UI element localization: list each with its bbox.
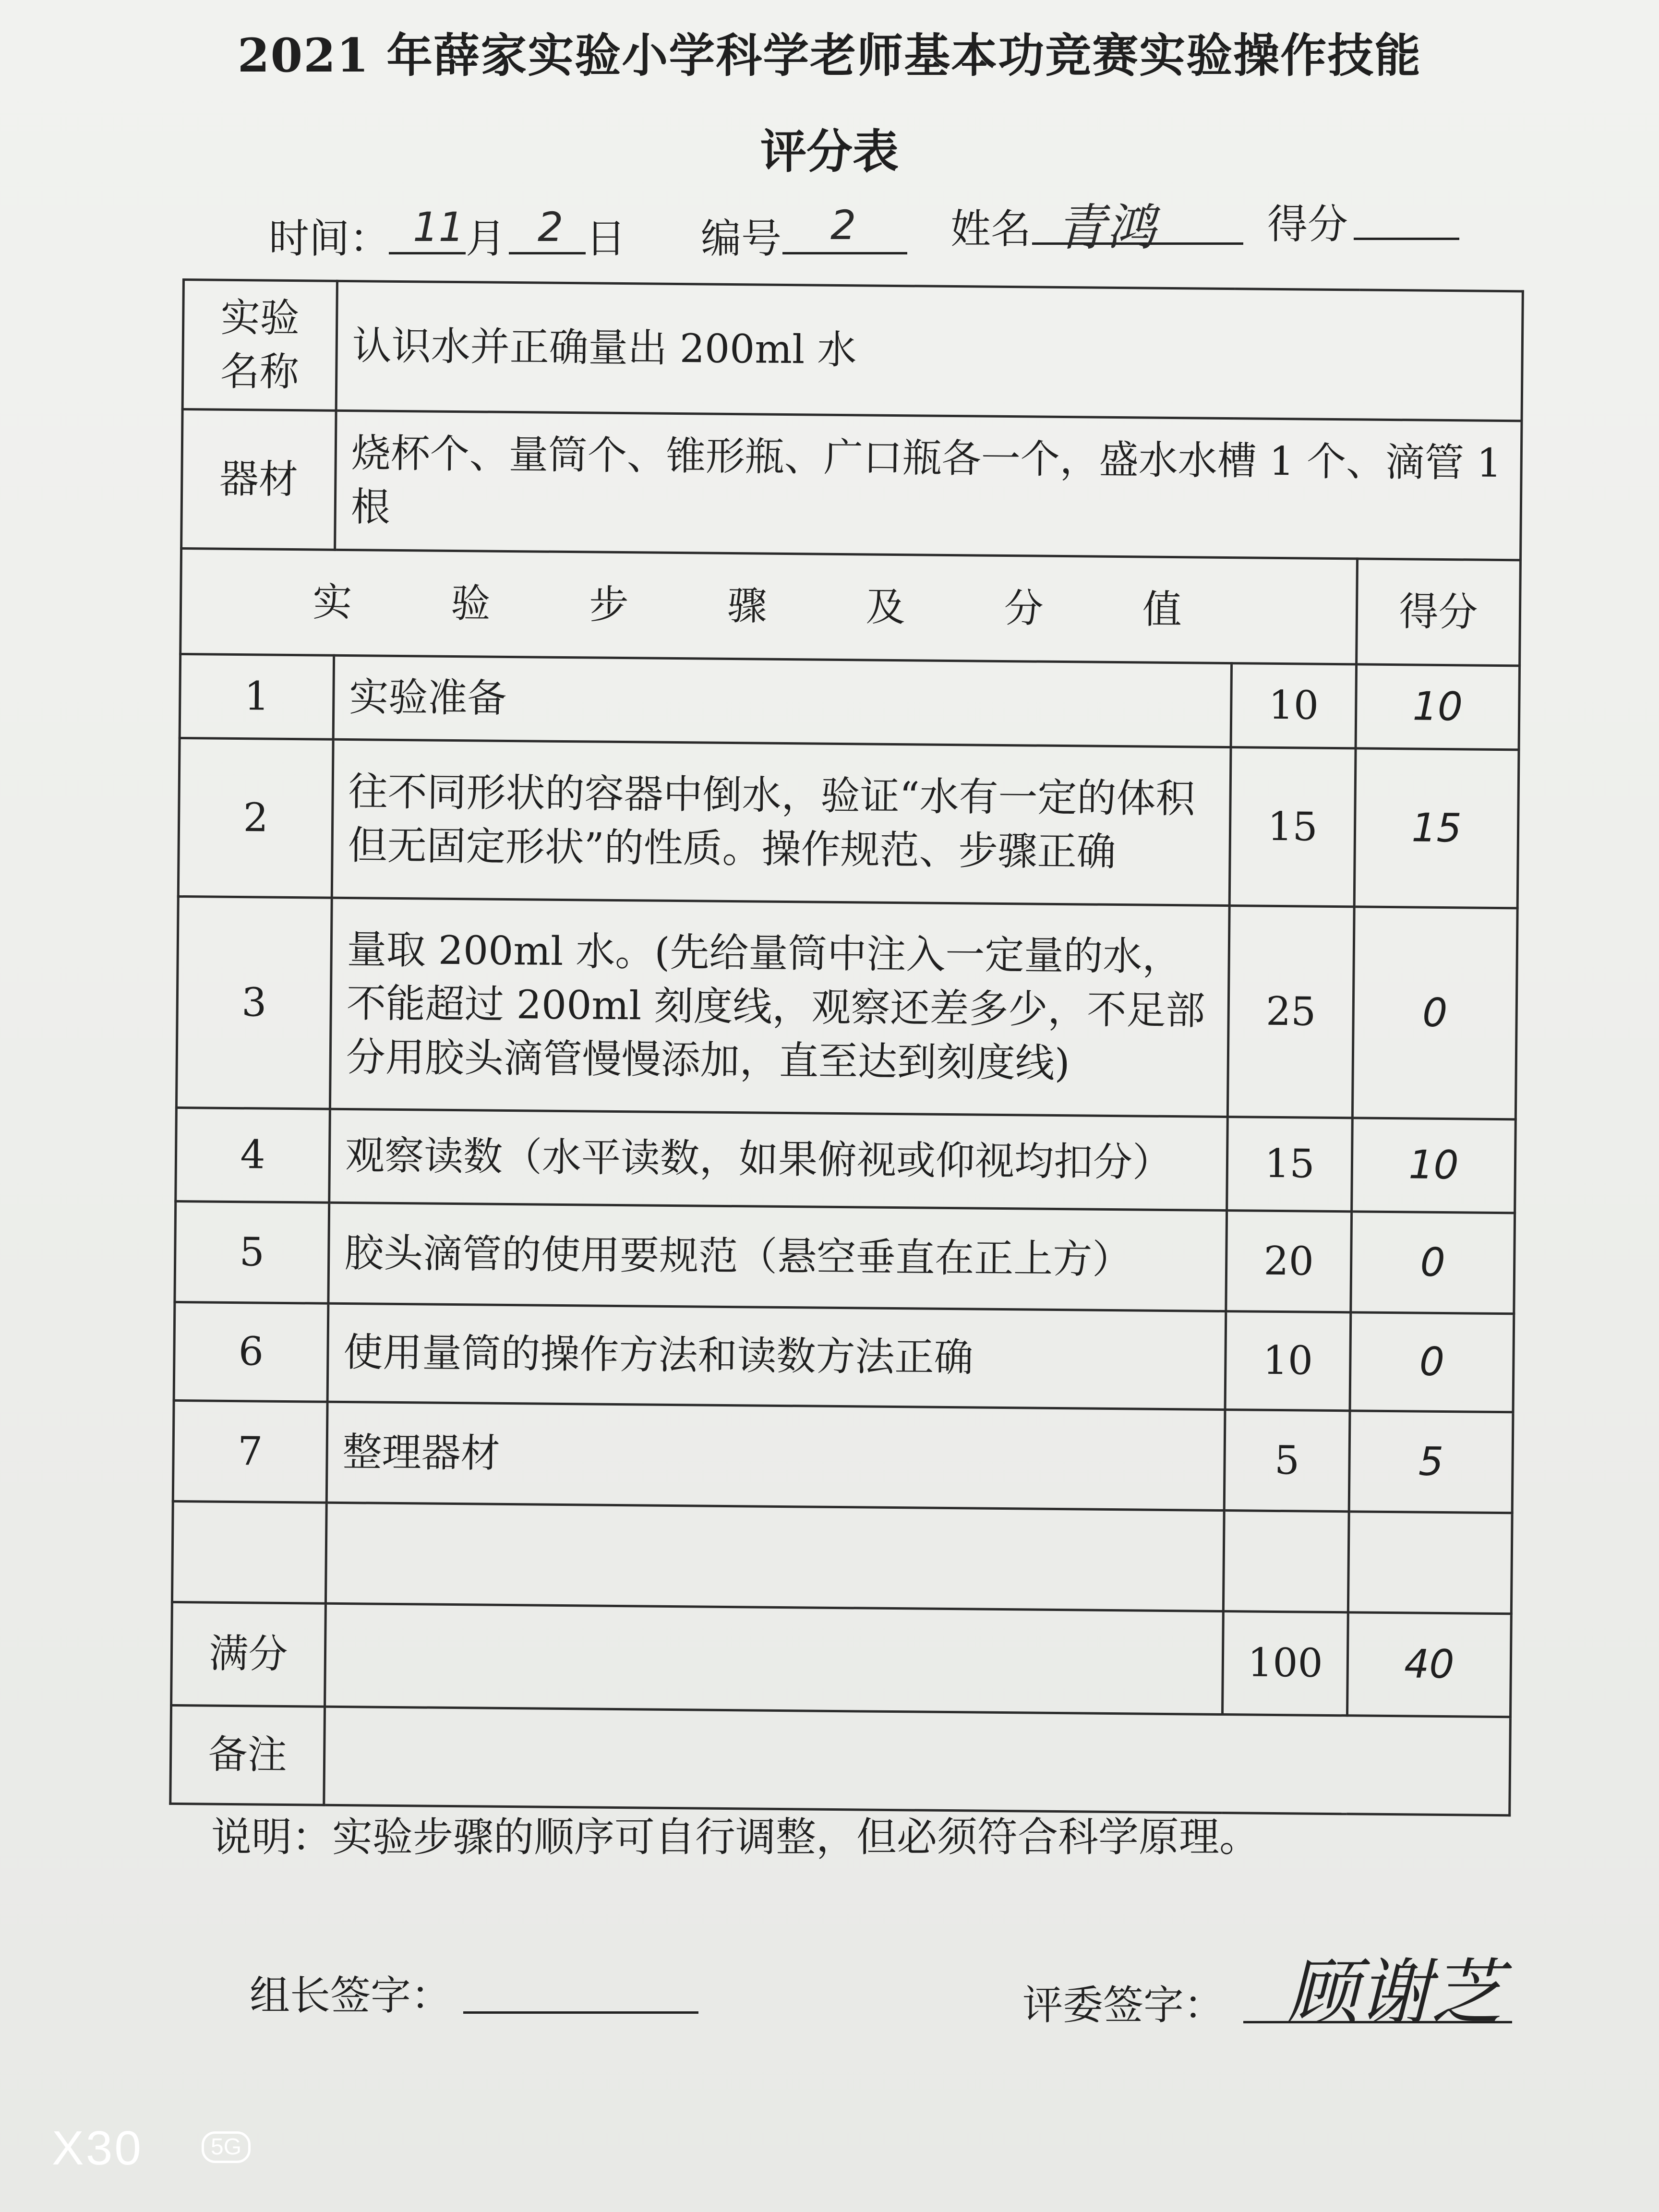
table-row — [175, 1201, 1515, 1313]
table-row — [180, 654, 1519, 749]
equipment-row — [181, 409, 1522, 560]
time-label: 时间： — [269, 215, 390, 262]
day-value: 2 — [538, 204, 564, 251]
step-score: 0 — [1351, 1212, 1515, 1314]
total-row — [171, 1602, 1512, 1717]
score-table — [169, 278, 1524, 1816]
table-row — [173, 1400, 1513, 1513]
score-label: 得分 — [1267, 201, 1348, 248]
step-score: 10 — [1352, 1118, 1516, 1213]
step-points: 10 — [1231, 663, 1357, 748]
experiment-name-row — [182, 280, 1523, 421]
equipment-label: 器材 — [181, 409, 337, 550]
name-value: 青鸿 — [1056, 198, 1156, 257]
leader-sign-label: 组长签字： — [250, 1972, 452, 2019]
total-label: 满分 — [171, 1602, 326, 1707]
empty-cell — [1223, 1511, 1349, 1612]
info-line — [269, 198, 1469, 264]
remarks-value — [324, 1707, 1511, 1815]
empty-cell — [325, 1603, 1224, 1714]
step-points: 25 — [1227, 906, 1354, 1118]
table-row — [178, 738, 1519, 908]
number-label: 编号 — [701, 215, 782, 262]
experiment-name-value: 认识水并正确量出 200ml 水 — [336, 281, 1523, 421]
judge-sign-label: 评委签字： — [1022, 1982, 1225, 2029]
step-score: 0 — [1350, 1312, 1514, 1412]
table-row — [174, 1302, 1514, 1412]
empty-row — [172, 1501, 1512, 1613]
step-description: 整理器材 — [326, 1402, 1225, 1510]
step-number: 1 — [180, 654, 334, 739]
step-number: 4 — [176, 1107, 330, 1202]
step-points: 15 — [1229, 747, 1356, 907]
month-value: 11 — [413, 204, 464, 251]
instructions-note: 说明：实验步骤的顺序可自行调整，但必须符合科学原理。 — [211, 1814, 1260, 1861]
score-field — [1354, 192, 1459, 240]
remarks-row — [170, 1705, 1511, 1815]
step-description: 观察读数（水平读数，如果俯视或仰视均扣分） — [329, 1109, 1228, 1210]
step-points: 10 — [1225, 1311, 1351, 1411]
sheet-subtitle: 评分表 — [760, 124, 899, 179]
step-description: 往不同形状的容器中倒水，验证“水有一定的体积但无固定形状”的性质。操作规范、步骤正确 — [332, 739, 1231, 905]
day-label: 日 — [586, 215, 626, 262]
step-description: 胶头滴管的使用要规范（悬空垂直在正上方） — [328, 1202, 1227, 1311]
number-value: 2 — [830, 202, 856, 249]
table-row — [176, 1107, 1516, 1213]
empty-cell — [325, 1503, 1224, 1611]
month-label: 月 — [466, 215, 506, 262]
remarks-label: 备注 — [170, 1705, 325, 1805]
step-number: 5 — [175, 1201, 329, 1303]
step-description: 量取 200ml 水。(先给量筒中注入一定量的水，不能超过 200ml 刻度线，观察还差多少，不足部分用胶头滴管慢慢添加，直至达到刻度线) — [330, 898, 1229, 1117]
score-header: 得分 — [1357, 559, 1521, 666]
equipment-value: 烧杯个、量筒个、锥形瓶、广口瓶各一个，盛水水槽 1 个、滴管 1 根 — [335, 410, 1522, 560]
step-score: 15 — [1354, 748, 1519, 908]
step-points: 15 — [1227, 1117, 1353, 1212]
leader-sign-line — [463, 2011, 698, 2014]
total-score: 40 — [1347, 1612, 1511, 1717]
judge-signature: 顾谢芝 — [1286, 1951, 1503, 2035]
experiment-name-label: 实验名称 — [182, 280, 337, 411]
step-number: 6 — [174, 1302, 328, 1402]
name-label: 姓名 — [950, 205, 1032, 252]
step-points: 20 — [1226, 1211, 1352, 1312]
step-score: 0 — [1352, 907, 1517, 1119]
step-score: 10 — [1356, 664, 1520, 750]
watermark-5g-badge: 5G — [202, 2131, 251, 2163]
empty-cell — [172, 1501, 326, 1603]
steps-header-row — [180, 549, 1521, 666]
steps-header: 实 验 步 骤 及 分 值 — [180, 549, 1358, 664]
step-number: 2 — [178, 738, 333, 898]
step-points: 5 — [1224, 1410, 1350, 1512]
step-number: 3 — [176, 896, 332, 1109]
camera-watermark: X30 — [52, 2121, 143, 2175]
empty-cell — [1348, 1512, 1512, 1614]
step-number: 7 — [173, 1400, 327, 1503]
step-score: 5 — [1349, 1411, 1513, 1513]
total-points: 100 — [1222, 1611, 1348, 1716]
sheet-title: 2021 年薛家实验小学科学老师基本功竞赛实验操作技能 — [237, 28, 1422, 83]
step-description: 实验准备 — [333, 655, 1231, 747]
step-description: 使用量筒的操作方法和读数方法正确 — [327, 1303, 1226, 1409]
table-row — [176, 896, 1517, 1119]
